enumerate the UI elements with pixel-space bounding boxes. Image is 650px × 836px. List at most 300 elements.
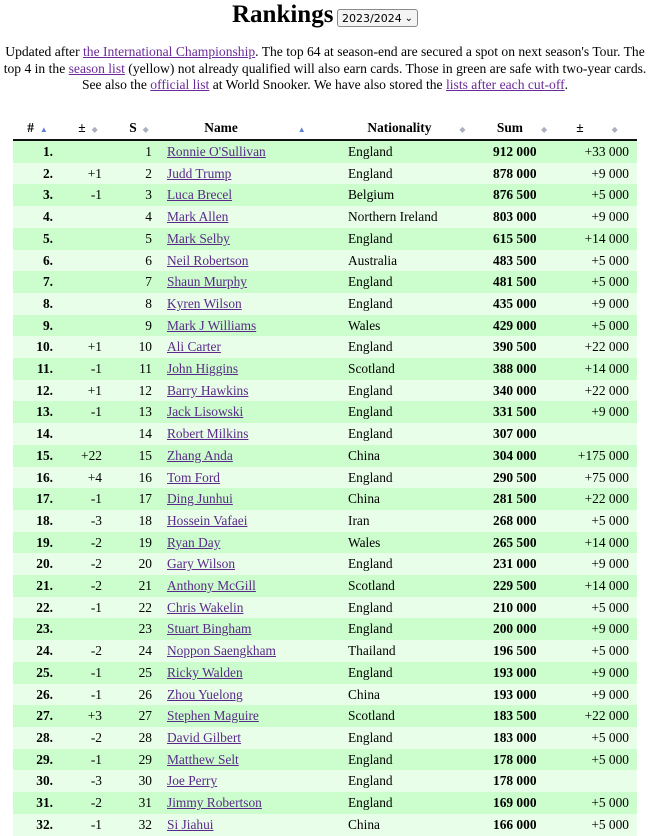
table-row <box>13 618 637 640</box>
table-row <box>13 705 637 727</box>
player-link[interactable]: Joe Perry <box>167 773 218 789</box>
player-name-cell <box>164 423 346 445</box>
player-name-cell <box>164 293 346 315</box>
points-diff-cell: +14 000 <box>557 532 637 554</box>
column-header-diff[interactable]: ± ◆ <box>557 117 637 140</box>
player-link[interactable]: Barry Hawkins <box>167 382 249 398</box>
points-sum-cell: 307 000 <box>487 423 557 445</box>
seed-cell: 29 <box>114 749 164 771</box>
seed-cell: 27 <box>114 705 164 727</box>
rankings-body <box>13 140 637 836</box>
movement-cell <box>62 293 114 315</box>
player-link[interactable]: Anthony McGill <box>167 578 256 594</box>
seed-cell: 14 <box>114 423 164 445</box>
points-sum-cell: 435 000 <box>487 293 557 315</box>
player-name-cell <box>164 315 346 337</box>
points-diff-cell: +22 000 <box>557 488 637 510</box>
movement-cell: -2 <box>62 640 114 662</box>
points-diff-cell: +9 000 <box>557 163 637 185</box>
player-link[interactable]: Judd Trump <box>167 165 232 181</box>
seed-cell: 32 <box>114 814 164 836</box>
points-diff-cell: +9 000 <box>557 618 637 640</box>
rank-cell: 11. <box>13 358 62 380</box>
nationality-cell: Belgium <box>346 184 487 206</box>
movement-cell <box>62 315 114 337</box>
player-link[interactable]: Ali Carter <box>167 339 221 355</box>
table-row <box>13 206 637 228</box>
table-row <box>13 749 637 771</box>
points-diff-cell: +5 000 <box>557 271 637 293</box>
movement-cell: -2 <box>62 553 114 575</box>
seed-cell: 4 <box>114 206 164 228</box>
rank-cell: 19. <box>13 532 62 554</box>
player-name-cell <box>164 662 346 684</box>
points-sum-cell: 281 500 <box>487 488 557 510</box>
player-link[interactable]: Zhang Anda <box>167 447 233 463</box>
nationality-cell: England <box>346 553 487 575</box>
rank-cell: 28. <box>13 727 62 749</box>
player-link[interactable]: John Higgins <box>167 361 239 377</box>
nationality-cell: England <box>346 163 487 185</box>
player-link[interactable]: Kyren Wilson <box>167 295 242 311</box>
player-name-cell <box>164 271 346 293</box>
movement-cell <box>62 618 114 640</box>
points-diff-cell: +5 000 <box>557 792 637 814</box>
rank-cell: 14. <box>13 423 62 445</box>
player-name-cell <box>164 553 346 575</box>
seed-cell: 26 <box>114 684 164 706</box>
player-name-cell <box>164 445 346 467</box>
points-diff-cell: +175 000 <box>557 445 637 467</box>
table-row <box>13 140 637 163</box>
player-link[interactable]: Stuart Bingham <box>167 621 252 637</box>
player-link[interactable]: Jack Lisowski <box>167 404 244 420</box>
nationality-cell: England <box>346 597 487 619</box>
table-row <box>13 315 637 337</box>
seed-cell: 31 <box>114 792 164 814</box>
points-sum-cell: 178 000 <box>487 749 557 771</box>
seed-cell: 11 <box>114 358 164 380</box>
column-header-movement[interactable]: ± ◆ <box>62 117 114 140</box>
table-row <box>13 228 637 250</box>
rank-cell: 23. <box>13 618 62 640</box>
points-diff-cell: +75 000 <box>557 467 637 489</box>
seed-cell: 30 <box>114 770 164 792</box>
seed-cell: 5 <box>114 228 164 250</box>
movement-cell: -2 <box>62 727 114 749</box>
points-sum-cell: 200 000 <box>487 618 557 640</box>
rank-cell: 18. <box>13 510 62 532</box>
column-header-sum[interactable]: Sum ◆ <box>487 117 557 140</box>
rank-cell: 2. <box>13 163 62 185</box>
sort-icon: ◆ <box>540 125 548 134</box>
seed-cell: 1 <box>114 140 164 163</box>
rank-cell: 8. <box>13 293 62 315</box>
seed-cell: 28 <box>114 727 164 749</box>
points-sum-cell: 429 000 <box>487 315 557 337</box>
points-sum-cell: 265 500 <box>487 532 557 554</box>
seed-cell: 16 <box>114 467 164 489</box>
player-link[interactable]: Hossein Vafaei <box>167 512 248 528</box>
nationality-cell: England <box>346 140 487 163</box>
nationality-cell: China <box>346 684 487 706</box>
nationality-cell: Northern Ireland <box>346 206 487 228</box>
rank-cell: 13. <box>13 401 62 423</box>
player-name-cell <box>164 727 346 749</box>
movement-cell <box>62 228 114 250</box>
player-link[interactable]: Mark Selby <box>167 230 230 246</box>
points-sum-cell: 481 500 <box>487 271 557 293</box>
points-diff-cell: +9 000 <box>557 684 637 706</box>
seed-cell: 21 <box>114 575 164 597</box>
page-header <box>0 0 650 34</box>
player-name-cell <box>164 510 346 532</box>
movement-cell: +1 <box>62 336 114 358</box>
rank-cell: 25. <box>13 662 62 684</box>
nationality-cell: Thailand <box>346 640 487 662</box>
points-diff-cell: +14 000 <box>557 358 637 380</box>
points-sum-cell: 183 500 <box>487 705 557 727</box>
rank-cell: 31. <box>13 792 62 814</box>
points-sum-cell: 304 000 <box>487 445 557 467</box>
seed-cell: 24 <box>114 640 164 662</box>
table-row <box>13 662 637 684</box>
points-sum-cell: 483 500 <box>487 250 557 272</box>
player-name-cell <box>164 163 346 185</box>
movement-cell: -3 <box>62 510 114 532</box>
sort-asc-icon: ▲ <box>297 125 306 134</box>
rank-cell: 20. <box>13 553 62 575</box>
points-sum-cell: 268 000 <box>487 510 557 532</box>
table-row <box>13 684 637 706</box>
player-name-cell <box>164 358 346 380</box>
table-row <box>13 575 637 597</box>
nationality-cell: England <box>346 293 487 315</box>
table-row <box>13 510 637 532</box>
points-diff-cell: +9 000 <box>557 401 637 423</box>
points-diff-cell: +22 000 <box>557 336 637 358</box>
nationality-cell: Wales <box>346 315 487 337</box>
sort-icon: ◆ <box>91 125 98 134</box>
movement-cell: -2 <box>62 532 114 554</box>
points-sum-cell: 912 000 <box>487 140 557 163</box>
seed-cell: 10 <box>114 336 164 358</box>
table-row <box>13 293 637 315</box>
player-name-cell <box>164 532 346 554</box>
points-sum-cell: 196 500 <box>487 640 557 662</box>
nationality-cell: Scotland <box>346 358 487 380</box>
points-diff-cell: +9 000 <box>557 206 637 228</box>
points-sum-cell: 878 000 <box>487 163 557 185</box>
column-header-name[interactable]: Name ▲ <box>164 117 346 140</box>
points-sum-cell: 231 000 <box>487 553 557 575</box>
points-diff-cell <box>557 423 637 445</box>
points-diff-cell: +9 000 <box>557 553 637 575</box>
player-name-cell <box>164 336 346 358</box>
movement-cell: -2 <box>62 575 114 597</box>
player-name-cell <box>164 684 346 706</box>
season-list-link[interactable]: season list <box>68 60 125 76</box>
official-list-link[interactable]: official list <box>150 77 210 92</box>
rank-cell: 9. <box>13 315 62 337</box>
player-name-cell <box>164 250 346 272</box>
player-link[interactable]: Jimmy Robertson <box>167 795 262 811</box>
table-row <box>13 380 637 402</box>
points-sum-cell: 803 000 <box>487 206 557 228</box>
points-sum-cell: 193 000 <box>487 684 557 706</box>
points-diff-cell: +14 000 <box>557 575 637 597</box>
movement-cell: -1 <box>62 662 114 684</box>
points-sum-cell: 169 000 <box>487 792 557 814</box>
table-row <box>13 336 637 358</box>
player-link[interactable]: Ding Junhui <box>167 491 233 507</box>
player-name-cell <box>164 206 346 228</box>
table-row <box>13 358 637 380</box>
movement-cell <box>62 250 114 272</box>
points-sum-cell: 290 500 <box>487 467 557 489</box>
table-row <box>13 445 637 467</box>
rank-cell: 29. <box>13 749 62 771</box>
table-row <box>13 401 637 423</box>
season-select[interactable] <box>337 9 418 27</box>
points-diff-cell: +5 000 <box>557 250 637 272</box>
player-link[interactable]: Robert Milkins <box>167 426 249 442</box>
seed-cell: 12 <box>114 380 164 402</box>
player-name-cell <box>164 401 346 423</box>
nationality-cell: Scotland <box>346 705 487 727</box>
seed-cell: 23 <box>114 618 164 640</box>
rank-cell: 6. <box>13 250 62 272</box>
seed-cell: 15 <box>114 445 164 467</box>
intro-text: . The top 64 at season-end are secured a spot on next season's Tour. The top 4 in the <box>3 44 645 76</box>
rank-cell: 24. <box>13 640 62 662</box>
points-diff-cell: +5 000 <box>557 727 637 749</box>
nationality-cell: England <box>346 271 487 293</box>
seed-cell: 19 <box>114 532 164 554</box>
rank-cell: 26. <box>13 684 62 706</box>
player-link[interactable]: Ronnie O'Sullivan <box>167 144 266 159</box>
points-diff-cell: +14 000 <box>557 228 637 250</box>
player-link[interactable]: David Gilbert <box>167 729 242 745</box>
intro-paragraph <box>0 44 650 94</box>
rank-cell: 3. <box>13 184 62 206</box>
movement-cell: -1 <box>62 597 114 619</box>
player-name-cell <box>164 705 346 727</box>
points-diff-cell: +9 000 <box>557 293 637 315</box>
points-sum-cell: 388 000 <box>487 358 557 380</box>
season-select-value: 2023/2024 <box>342 12 402 25</box>
nationality-cell: England <box>346 336 487 358</box>
column-header-rank[interactable]: # ▲ <box>13 117 62 140</box>
rankings-table <box>13 117 637 836</box>
rank-cell: 4. <box>13 206 62 228</box>
sort-icon: ◆ <box>459 125 466 134</box>
column-header-seed[interactable]: S ◆ <box>114 117 164 140</box>
table-row <box>13 250 637 272</box>
points-diff-cell: +9 000 <box>557 662 637 684</box>
rank-cell: 1. <box>13 140 62 163</box>
player-link[interactable]: Matthew Selt <box>167 751 239 767</box>
player-name-cell <box>164 184 346 206</box>
table-row <box>13 488 637 510</box>
rank-cell: 32. <box>13 814 62 836</box>
player-link[interactable]: Ricky Walden <box>167 664 243 680</box>
seed-cell: 25 <box>114 662 164 684</box>
chevron-down-icon: ⌄ <box>404 13 413 24</box>
page-title: Rankings <box>232 1 334 28</box>
player-link[interactable]: Neil Robertson <box>167 252 249 268</box>
movement-cell: -1 <box>62 814 114 836</box>
points-diff-cell: +33 000 <box>557 140 637 163</box>
nationality-cell: China <box>346 814 487 836</box>
points-diff-cell: +5 000 <box>557 597 637 619</box>
movement-cell <box>62 206 114 228</box>
points-diff-cell: +22 000 <box>557 705 637 727</box>
points-sum-cell: 166 000 <box>487 814 557 836</box>
nationality-cell: England <box>346 662 487 684</box>
intl-championship-link[interactable]: the International Championship <box>83 44 256 59</box>
nationality-cell: China <box>346 488 487 510</box>
points-diff-cell: +5 000 <box>557 814 637 836</box>
nationality-cell: England <box>346 423 487 445</box>
movement-cell: -1 <box>62 684 114 706</box>
intro-text: (yellow) not already qualified will also earn cards. Those in green are safe with two-year cards. See also the <box>81 60 647 92</box>
player-name-cell <box>164 467 346 489</box>
player-name-cell <box>164 488 346 510</box>
points-sum-cell: 615 500 <box>487 228 557 250</box>
points-sum-cell: 340 000 <box>487 380 557 402</box>
movement-cell: +3 <box>62 705 114 727</box>
sort-icon: ◆ <box>611 125 618 134</box>
nationality-cell: England <box>346 749 487 771</box>
seed-cell: 9 <box>114 315 164 337</box>
movement-cell: -1 <box>62 488 114 510</box>
nationality-cell: England <box>346 770 487 792</box>
points-sum-cell: 210 000 <box>487 597 557 619</box>
nationality-cell: England <box>346 401 487 423</box>
player-link[interactable]: Mark J Williams <box>167 317 257 333</box>
nationality-cell: Iran <box>346 510 487 532</box>
player-link[interactable]: Si Jiahui <box>167 816 214 832</box>
seed-cell: 18 <box>114 510 164 532</box>
player-link[interactable]: Zhou Yuelong <box>167 686 243 702</box>
movement-cell: -3 <box>62 770 114 792</box>
player-link[interactable]: Gary Wilson <box>167 556 236 572</box>
table-row <box>13 640 637 662</box>
column-header-nationality[interactable]: Nationality ◆ <box>346 117 487 140</box>
table-row <box>13 467 637 489</box>
player-link[interactable]: Noppon Saengkham <box>167 643 276 659</box>
points-sum-cell: 229 500 <box>487 575 557 597</box>
table-header-row <box>13 117 637 140</box>
player-link[interactable]: Ryan Day <box>167 534 221 550</box>
player-name-cell <box>164 770 346 792</box>
movement-cell: -1 <box>62 184 114 206</box>
nationality-cell: Australia <box>346 250 487 272</box>
table-row <box>13 423 637 445</box>
player-name-cell <box>164 228 346 250</box>
seed-cell: 6 <box>114 250 164 272</box>
nationality-cell: England <box>346 380 487 402</box>
points-sum-cell: 331 500 <box>487 401 557 423</box>
intro-text: Updated after <box>5 44 83 59</box>
rank-cell: 7. <box>13 271 62 293</box>
table-row <box>13 184 637 206</box>
rank-cell: 30. <box>13 770 62 792</box>
points-diff-cell: +5 000 <box>557 749 637 771</box>
seed-cell: 8 <box>114 293 164 315</box>
table-row <box>13 271 637 293</box>
table-row <box>13 532 637 554</box>
player-link[interactable]: Shaun Murphy <box>167 274 247 290</box>
movement-cell: -1 <box>62 358 114 380</box>
rank-cell: 16. <box>13 467 62 489</box>
table-row <box>13 553 637 575</box>
sort-icon: ◆ <box>142 125 149 134</box>
points-sum-cell: 193 000 <box>487 662 557 684</box>
nationality-cell: Scotland <box>346 575 487 597</box>
nationality-cell: China <box>346 445 487 467</box>
rank-cell: 22. <box>13 597 62 619</box>
seed-cell: 2 <box>114 163 164 185</box>
nationality-cell: England <box>346 228 487 250</box>
points-diff-cell: +5 000 <box>557 510 637 532</box>
rank-cell: 21. <box>13 575 62 597</box>
points-diff-cell <box>557 770 637 792</box>
player-link[interactable]: Tom Ford <box>167 469 220 485</box>
player-link[interactable]: Stephen Maguire <box>167 708 259 724</box>
intro-text: . <box>564 77 569 92</box>
table-row <box>13 814 637 836</box>
movement-cell: -1 <box>62 401 114 423</box>
points-sum-cell: 183 000 <box>487 727 557 749</box>
sort-asc-icon: ▲ <box>39 125 48 134</box>
player-link[interactable]: Chris Wakelin <box>167 599 244 615</box>
player-link[interactable]: Luca Brecel <box>167 187 233 203</box>
rank-cell: 27. <box>13 705 62 727</box>
table-row <box>13 163 637 185</box>
intro-text: at World Snooker. We have also stored the <box>209 77 446 92</box>
player-name-cell <box>164 640 346 662</box>
movement-cell <box>62 140 114 163</box>
points-diff-cell: +22 000 <box>557 380 637 402</box>
nationality-cell: Wales <box>346 532 487 554</box>
player-name-cell <box>164 618 346 640</box>
points-diff-cell: +5 000 <box>557 640 637 662</box>
movement-cell: +22 <box>62 445 114 467</box>
cutoff-lists-link[interactable]: lists after each cut-off <box>445 77 565 92</box>
seed-cell: 17 <box>114 488 164 510</box>
seed-cell: 7 <box>114 271 164 293</box>
player-name-cell <box>164 575 346 597</box>
rank-cell: 5. <box>13 228 62 250</box>
nationality-cell: England <box>346 727 487 749</box>
points-sum-cell: 178 000 <box>487 770 557 792</box>
movement-cell: +1 <box>62 163 114 185</box>
nationality-cell: England <box>346 792 487 814</box>
movement-cell: +4 <box>62 467 114 489</box>
player-name-cell <box>164 597 346 619</box>
player-link[interactable]: Mark Allen <box>167 209 229 225</box>
points-sum-cell: 876 500 <box>487 184 557 206</box>
points-sum-cell: 390 500 <box>487 336 557 358</box>
player-name-cell <box>164 380 346 402</box>
seed-cell: 13 <box>114 401 164 423</box>
rank-cell: 10. <box>13 336 62 358</box>
seed-cell: 20 <box>114 553 164 575</box>
points-diff-cell: +5 000 <box>557 184 637 206</box>
table-row <box>13 792 637 814</box>
